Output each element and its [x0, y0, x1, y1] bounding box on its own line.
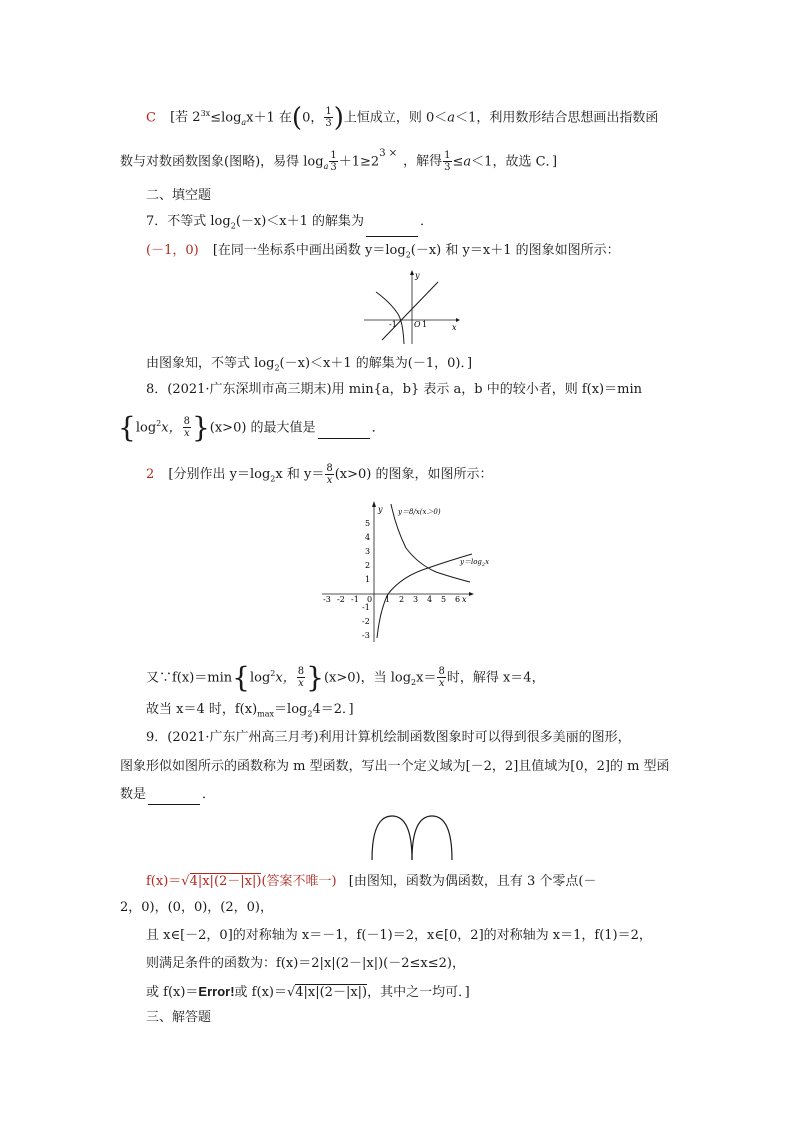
figure-m-shape: [364, 812, 460, 862]
fraction: $\frac{8}{x}$: [326, 463, 333, 486]
fig2-xtick-neg1: -1: [351, 595, 359, 604]
fig1-x-label: x: [452, 323, 457, 332]
question-8: 8．(2021·广东深圳市高三期末)用 min{a，b} 表示 a，b 中的较小者，则 f(x)＝min: [146, 382, 642, 397]
section-heading-fill-in: 二、填空题: [146, 188, 212, 203]
x-axis-arrow: [456, 318, 460, 322]
question-7: 7．不等式 $\log_2(-x)<x+1$ 的解集为 ．: [146, 212, 433, 237]
m-curve-right: [412, 816, 452, 860]
fig2-xtick-4: 4: [427, 595, 433, 604]
fraction: $\frac{1}{3}$: [444, 150, 451, 174]
fig2-ytick-2: 2: [365, 561, 371, 570]
fraction: $\frac{1}{3}$: [325, 106, 332, 130]
fraction: $\frac{8}{x}$: [297, 666, 305, 690]
fig2-xtick-3: 3: [413, 595, 419, 604]
fig2-ytick-3: 3: [365, 547, 371, 556]
question-9-line-1: 9．(2021·广东广州高三月考)利用计算机绘制函数图象时可以得到很多美丽的图形，: [146, 730, 631, 745]
answer-9-line-5: 或 f(x)＝Error!或 f(x)＝√4|x|(2－|x|)，其中之一均可．]: [146, 984, 470, 1000]
x-axis-arrow: [469, 592, 474, 596]
fig2-ytick-neg3: -3: [362, 631, 370, 640]
answer-letter: C: [146, 110, 156, 126]
fraction: $\frac{8}{x}$: [438, 666, 445, 690]
section-heading-solutions: 三、解答题: [146, 1010, 212, 1025]
answer-blank: [148, 790, 200, 805]
fig2-xtick-neg3: -3: [323, 595, 331, 604]
log-curve: [376, 292, 404, 344]
fig2-ytick-1: 1: [365, 575, 371, 584]
question-9-line-2: 图象形似如图所示的函数称为 m 型函数，写出一个定义域为[－2，2]且值域为[0，2]的 m 型函: [120, 759, 670, 774]
fig1-origin-label: O: [414, 320, 421, 329]
answer-9-value: f(x)＝√4|x|(2－|x|)(答案不唯一): [146, 874, 337, 889]
m-curve-left: [372, 816, 412, 860]
fig2-xtick-6: 6: [455, 595, 461, 604]
answer-9-line-3: 且 x∈[－2，0]的对称轴为 x＝－1，f(－1)＝2，x∈[0，2]的对称轴为 x＝1，f(1)＝2，: [146, 928, 652, 943]
answer-8: 2 [分别作出 $y=\log_2x$ 和 y＝ $\frac{8}{x}$ (x>0) 的图象，如图所示：: [146, 463, 493, 486]
fig2-x-label: x: [462, 595, 467, 604]
question-8-cont: {$\log^2x$， $\frac{8}{x}$ }(x>0) 的最大值是 ．: [118, 410, 385, 444]
answer-9-line-2: 2，0)，(0，0)，(2，0)，: [120, 900, 273, 915]
answer-9-line-4: 则满足条件的函数为：f(x)＝2|x|(2－|x|)(－2≤x≤2)，: [146, 956, 465, 971]
fig1-y-label: y: [415, 271, 420, 280]
question-9-line-3: 数是 ．: [120, 785, 215, 805]
figure-log-and-line: [362, 268, 464, 346]
answer-line-c-cont: 数与对数函数图象(图略)，易得 $\log_a$ $\frac{1}{3}$ $+1\ge 2^{3 \times}$，解得 $\frac{1}{3}$ ≤a＜1，故选 C．]: [120, 148, 558, 174]
answer-8-value: 2: [146, 467, 155, 482]
fig2-xtick-5: 5: [441, 595, 447, 604]
answer-blank: [366, 222, 418, 237]
fig2-ytick-neg1: -1: [362, 603, 370, 612]
fig2-hyperbola-label: y＝8/x(x＞0): [398, 508, 441, 516]
fig2-ytick-4: 4: [365, 533, 371, 542]
answer-blank: [318, 424, 370, 439]
figure-log-and-hyperbola: [318, 498, 490, 644]
fraction: $\frac{8}{x}$: [183, 416, 190, 440]
fig2-y-label: y: [378, 505, 383, 514]
answer-8-conclusion: 故当 x＝4 时，$f(x)_{max}=\log_24=2$．]: [146, 702, 354, 719]
fig2-xtick-0: 0: [367, 595, 373, 604]
fraction: $\frac{1}{3}$: [330, 150, 337, 174]
fig1-neg1-label: -1: [389, 320, 397, 329]
answer-7-conclusion: 由图象知，不等式 $\log_2(-x)<x+1$ 的解集为(－1，0)．]: [146, 356, 473, 373]
fig2-log-label: $y=\log_2x$: [460, 558, 490, 568]
fig2-ytick-neg2: -2: [362, 617, 370, 626]
answer-8-reason: 又$\because f(x)=\min\{\log^2x$， $\frac{8}{x}$ }(x>0)，当 $\log_2x=$ $\frac{8}{x}$ 时，解得 x＝4，: [146, 660, 545, 694]
fig2-xtick-1: 1: [385, 595, 391, 604]
line-y-eq-x-plus-1: [382, 282, 438, 340]
answer-7: (－1，0) [在同一坐标系中画出函数 $y=\log_2(-x)$ 和 y＝x＋1 的图象如图所示：: [146, 243, 620, 260]
fig2-xtick-neg2: -2: [337, 595, 345, 604]
y-axis-arrow: [372, 501, 376, 507]
answer-7-value: (－1，0): [146, 243, 199, 258]
fig1-one-label: 1: [422, 320, 428, 329]
fig2-ytick-5: 5: [365, 519, 371, 528]
y-axis-arrow: [410, 270, 414, 275]
answer-9: f(x)＝√4|x|(2－|x|)(答案不唯一) [由图知，函数为偶函数，且有 3 个零点(－: [146, 874, 597, 889]
answer-line-c: C [若 $2^{3x}\le\log_ax+1$ 在(0， $\frac{1}{3}$ )上恒成立，则 0＜a＜1，利用数形结合思想画出指数函: [146, 102, 659, 133]
fig2-xtick-2: 2: [399, 595, 405, 604]
